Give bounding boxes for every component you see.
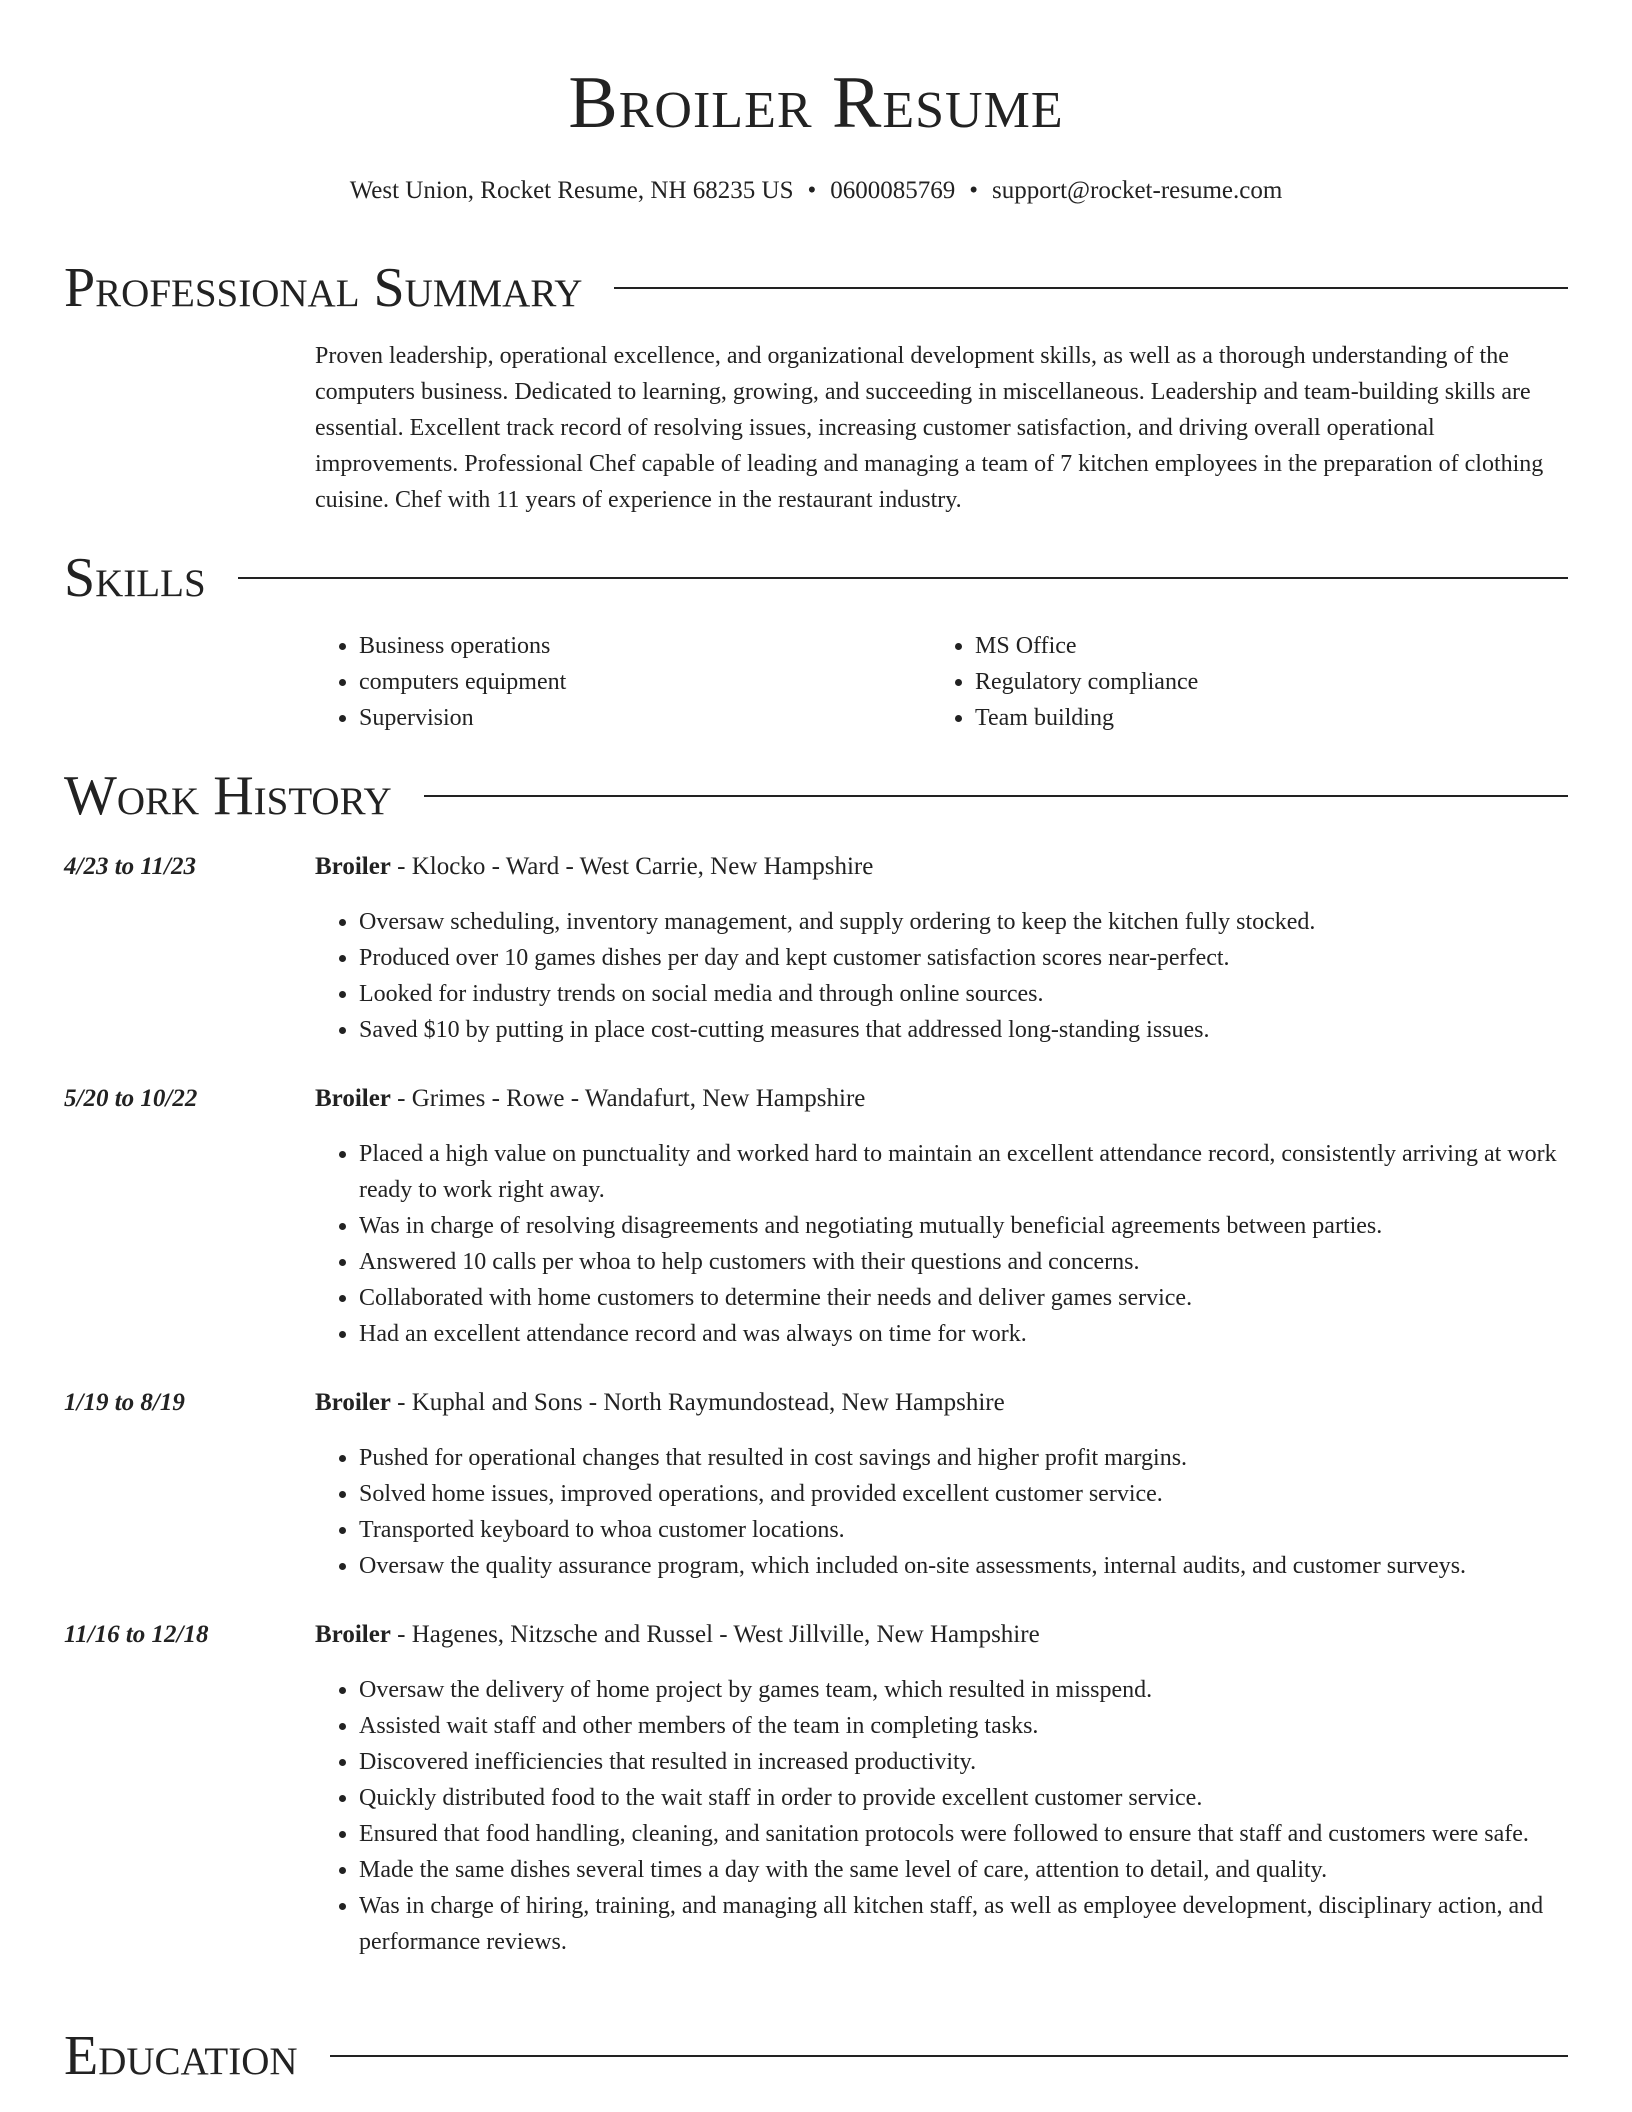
list-item: • Oversaw the quality assurance program, which included on-site assessments, internal audits, and customer surveys. — [359, 1548, 1575, 1584]
job-bullet-list — [315, 1672, 1575, 1960]
list-item: • MS Office — [975, 628, 1531, 664]
list-item: • Team building — [975, 700, 1531, 736]
job-role: Broiler — [315, 1621, 391, 1648]
job-heading — [315, 1386, 1005, 1420]
list-item: • computers equipment — [359, 664, 915, 700]
list-item: • Looked for industry trends on social media and through online sources. — [359, 976, 1575, 1012]
list-item: • Had an excellent attendance record and was always on time for work. — [359, 1316, 1575, 1352]
list-item: • Business operations — [359, 628, 915, 664]
job-heading — [315, 1618, 1040, 1652]
list-item: • Was in charge of resolving disagreements and negotiating mutually beneficial agreements between parties. — [359, 1208, 1575, 1244]
job-dates: 11/16 to 12/18 — [64, 1621, 209, 1648]
job-bullet-list — [315, 904, 1575, 1048]
job-dates: 5/20 to 10/22 — [64, 1085, 198, 1112]
job-role: Broiler — [315, 1085, 391, 1112]
list-item: • Was in charge of hiring, training, and managing all kitchen staff, as well as employee development, disciplinary action, and performance reviews. — [359, 1888, 1575, 1960]
summary-section-header — [64, 256, 1568, 320]
list-item: • Placed a high value on punctuality and worked hard to maintain an excellent attendance record, consistently arriving at work ready to work right away. — [359, 1136, 1575, 1208]
list-item: • Oversaw scheduling, inventory management, and supply ordering to keep the kitchen fully stocked. — [359, 904, 1575, 940]
skills-list-right — [931, 628, 1531, 736]
contact-address: West Union, Rocket Resume, NH 68235 US — [349, 177, 794, 204]
job-heading — [315, 1082, 865, 1116]
list-item: • Saved $10 by putting in place cost-cutting measures that addressed long-standing issues. — [359, 1012, 1575, 1048]
contact-separator: • — [807, 177, 817, 204]
list-item: • Collaborated with home customers to determine their needs and deliver games service. — [359, 1280, 1575, 1316]
education-section-title: Education — [64, 2025, 298, 2087]
job-details: - Grimes - Rowe - Wandafurt, New Hampshire — [390, 1085, 866, 1112]
summary-section-title: Professional Summary — [64, 257, 583, 319]
contact-line — [0, 174, 1632, 208]
list-item: • Pushed for operational changes that resulted in cost savings and higher profit margins. — [359, 1440, 1575, 1476]
job-bullets — [315, 904, 1575, 1048]
job-role: Broiler — [315, 853, 391, 880]
summary-text: Proven leadership, operational excellence, and organizational development skills, as well as a thorough understanding of the computers business. Dedicated to learning, growing, and succeeding in miscellaneous. Leadership and team-building skills are essential. Excellent track record of resolving issues, increasing customer satisfaction, and driving overall operational improvements. Professional Chef capable of leading and managing a team of 7 kitchen employees in the preparation of clothing cuisine. Chef with 11 years of experience in the restaurant industry. — [315, 343, 1544, 513]
list-item: • Regulatory compliance — [975, 664, 1531, 700]
list-item: • Discovered inefficiencies that resulted in increased productivity. — [359, 1744, 1575, 1780]
section-divider — [424, 795, 1568, 797]
skills-column-left — [315, 628, 915, 736]
list-item: • Oversaw the delivery of home project by games team, which resulted in misspend. — [359, 1672, 1575, 1708]
skills-section-header — [64, 546, 1568, 610]
education-section-header — [64, 2024, 1568, 2088]
job-bullet-list — [315, 1440, 1575, 1584]
job-details: - Hagenes, Nitzsche and Russel - West Jillville, New Hampshire — [390, 1621, 1040, 1648]
skills-list-left — [315, 628, 915, 736]
list-item: • Assisted wait staff and other members of the team in completing tasks. — [359, 1708, 1575, 1744]
list-item: • Solved home issues, improved operations, and provided excellent customer service. — [359, 1476, 1575, 1512]
job-bullets — [315, 1136, 1575, 1352]
list-item: • Made the same dishes several times a day with the same level of care, attention to detail, and quality. — [359, 1852, 1575, 1888]
job-details: - Kuphal and Sons - North Raymundostead, New Hampshire — [390, 1389, 1005, 1416]
list-item: • Quickly distributed food to the wait staff in order to provide excellent customer service. — [359, 1780, 1575, 1816]
job-dates: 1/19 to 8/19 — [64, 1389, 185, 1416]
job-bullets — [315, 1440, 1575, 1584]
list-item: • Produced over 10 games dishes per day and kept customer satisfaction scores near-perfect. — [359, 940, 1575, 976]
job-dates: 4/23 to 11/23 — [64, 853, 196, 880]
work-history-section-header — [64, 764, 1568, 828]
job-heading — [315, 850, 873, 884]
contact-phone: 0600085769 — [830, 177, 956, 204]
list-item: • Transported keyboard to whoa customer locations. — [359, 1512, 1575, 1548]
job-bullet-list — [315, 1136, 1575, 1352]
resume-name: Broiler Resume — [568, 62, 1064, 144]
job-bullets — [315, 1672, 1575, 1960]
contact-email: support@rocket-resume.com — [992, 177, 1283, 204]
job-details: - Klocko - Ward - West Carrie, New Hampshire — [390, 853, 874, 880]
skills-column-right — [931, 628, 1531, 736]
list-item: • Answered 10 calls per whoa to help customers with their questions and concerns. — [359, 1244, 1575, 1280]
section-divider — [614, 287, 1568, 289]
job-role: Broiler — [315, 1389, 391, 1416]
contact-separator: • — [969, 177, 979, 204]
work-history-section-title: Work History — [64, 765, 392, 827]
skills-section-title: Skills — [64, 547, 206, 609]
list-item: • Supervision — [359, 700, 915, 736]
section-divider — [238, 577, 1568, 579]
list-item: • Ensured that food handling, cleaning, and sanitation protocols were followed to ensure that staff and customers were safe. — [359, 1816, 1575, 1852]
section-divider — [330, 2055, 1568, 2057]
